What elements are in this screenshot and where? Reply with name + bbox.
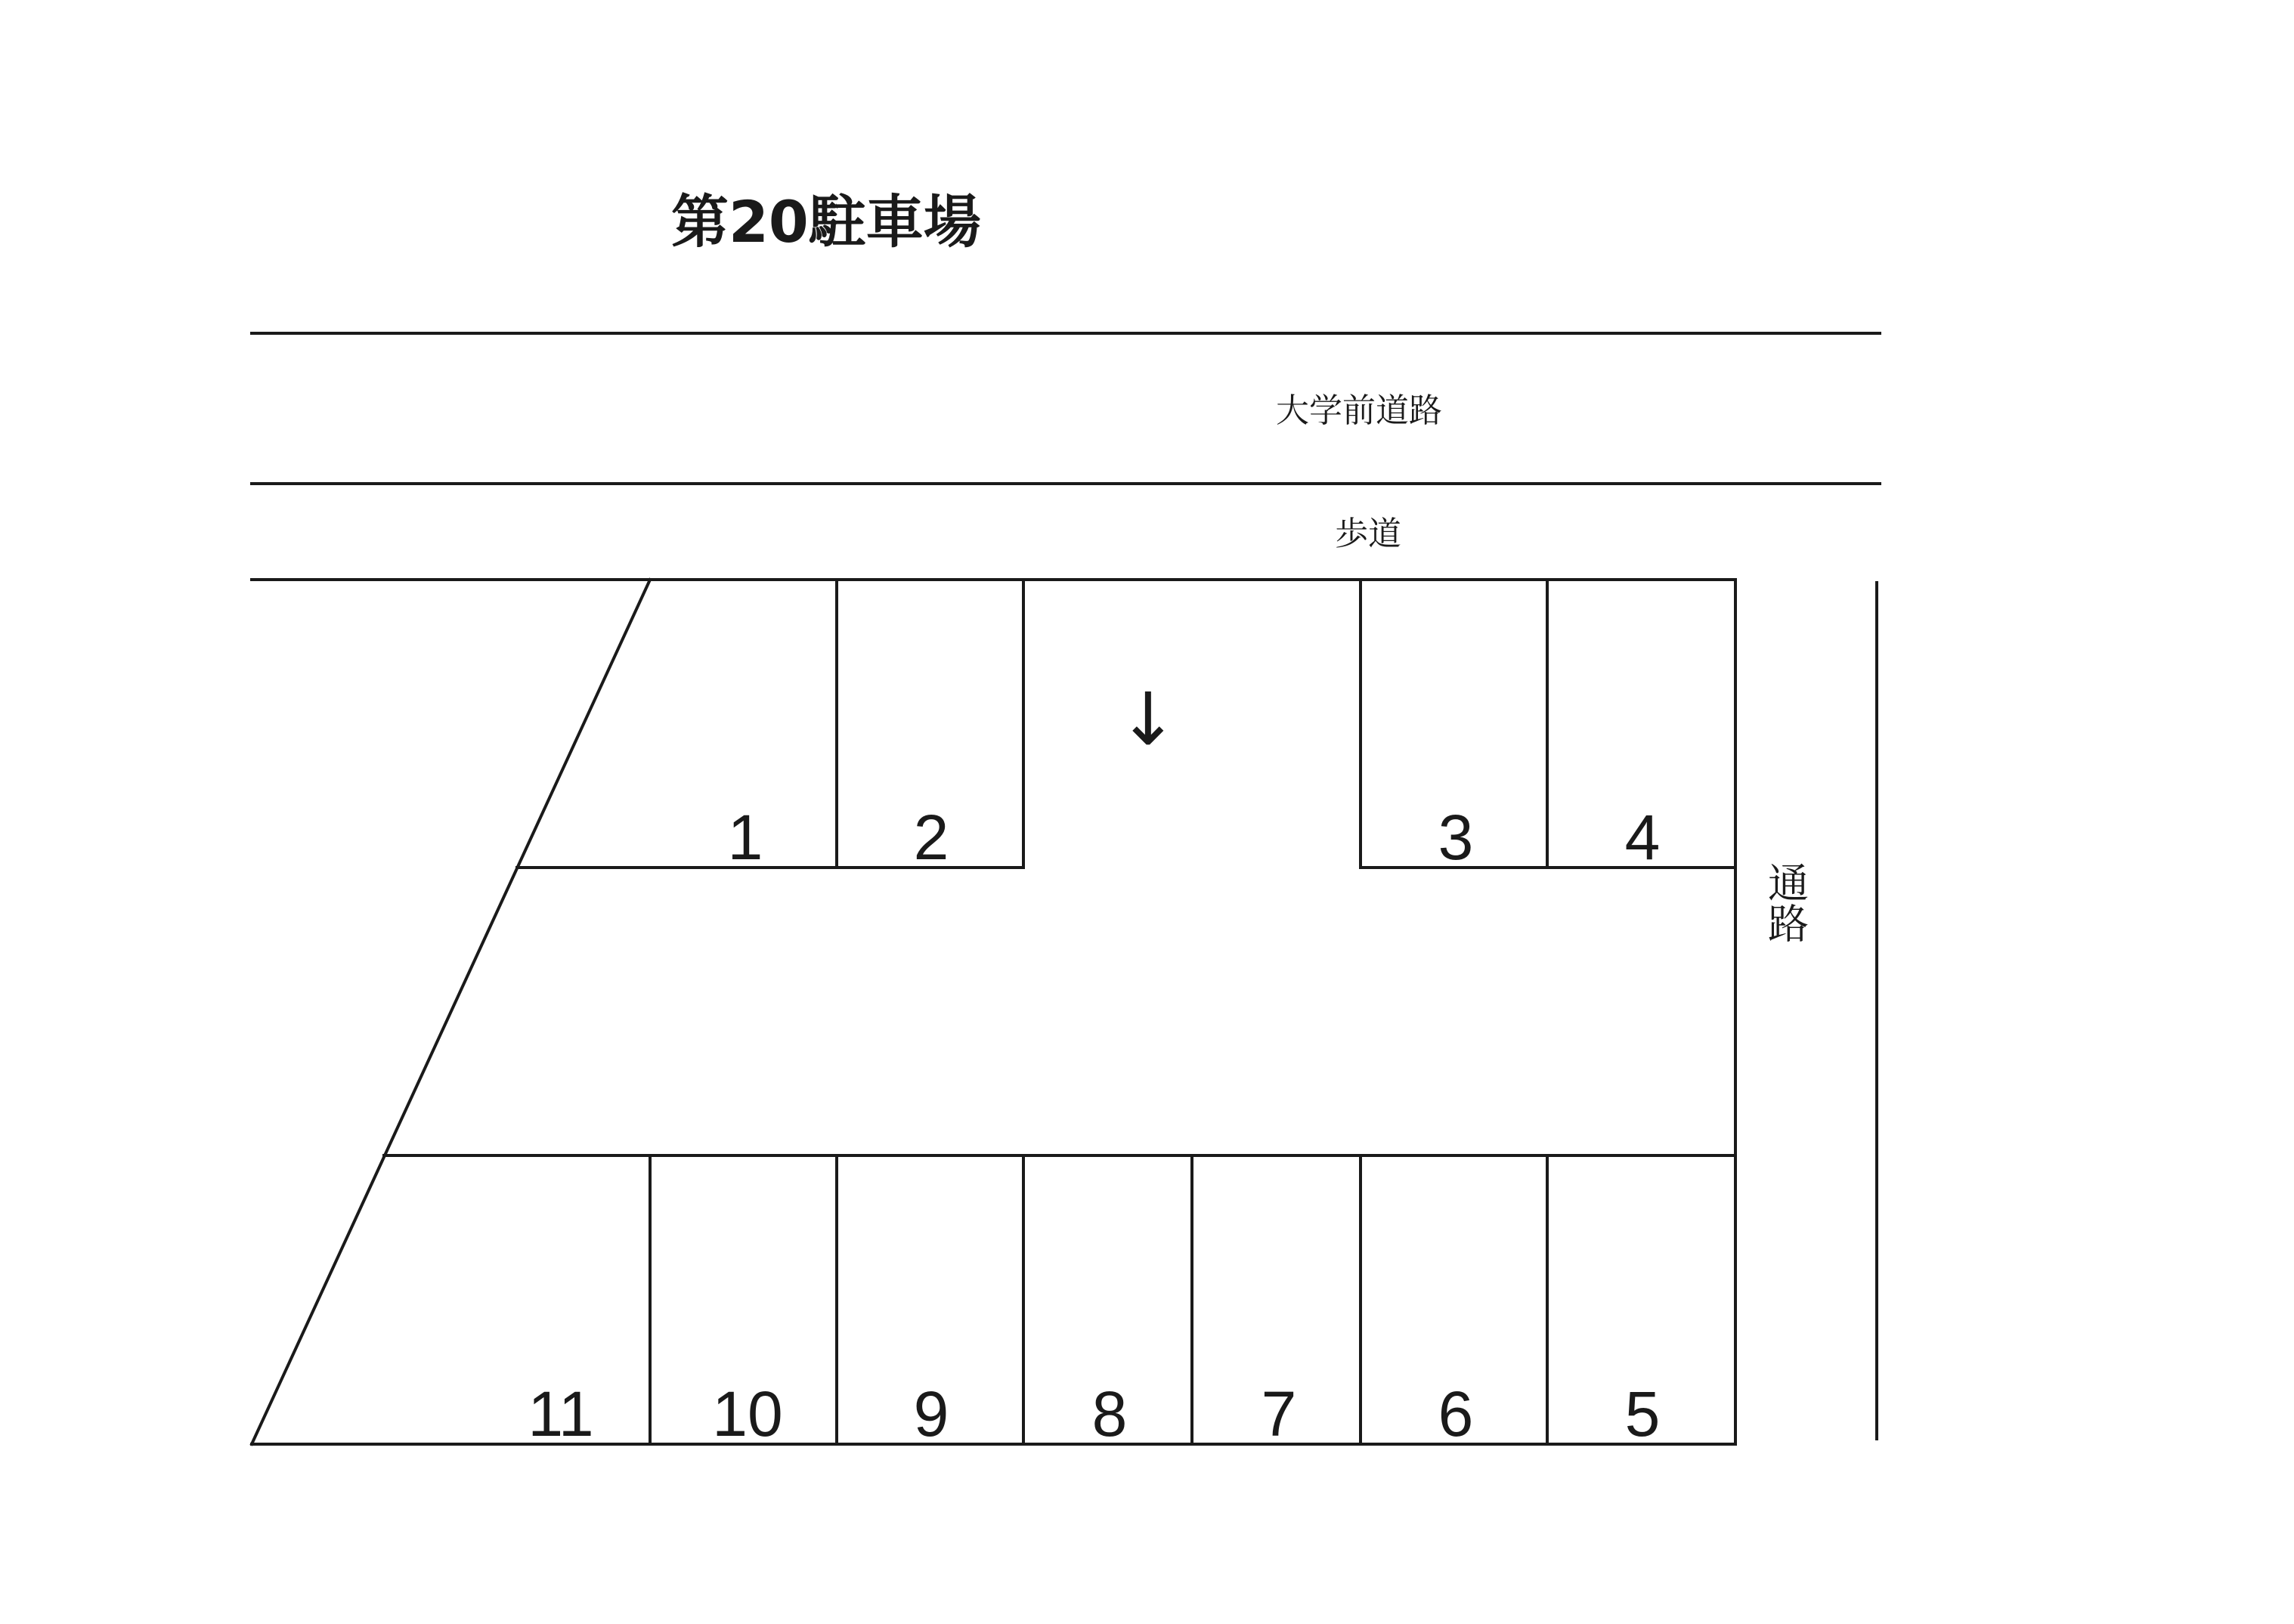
sidewalk-label: 歩道 — [1335, 515, 1401, 553]
space-number-9: 9 — [913, 1378, 949, 1449]
space-number-11: 11 — [528, 1378, 594, 1449]
space-number-1: 1 — [727, 802, 763, 873]
diagram-title: 第20駐車場 — [671, 188, 981, 255]
space-number-10: 10 — [712, 1378, 783, 1449]
space-number-6: 6 — [1438, 1378, 1474, 1449]
space-number-7: 7 — [1261, 1378, 1297, 1449]
space-number-3: 3 — [1438, 802, 1474, 873]
road-label: 大学前道路 — [1276, 391, 1442, 430]
space-number-2: 2 — [913, 802, 949, 873]
space-number-8: 8 — [1091, 1378, 1128, 1449]
passage-label: 通路 — [1761, 861, 1810, 943]
entrance-arrow-icon: ↓ — [1117, 677, 1179, 762]
space-number-5: 5 — [1624, 1378, 1661, 1449]
space-number-4: 4 — [1624, 802, 1661, 873]
lot-left-slant-edge — [252, 580, 650, 1444]
